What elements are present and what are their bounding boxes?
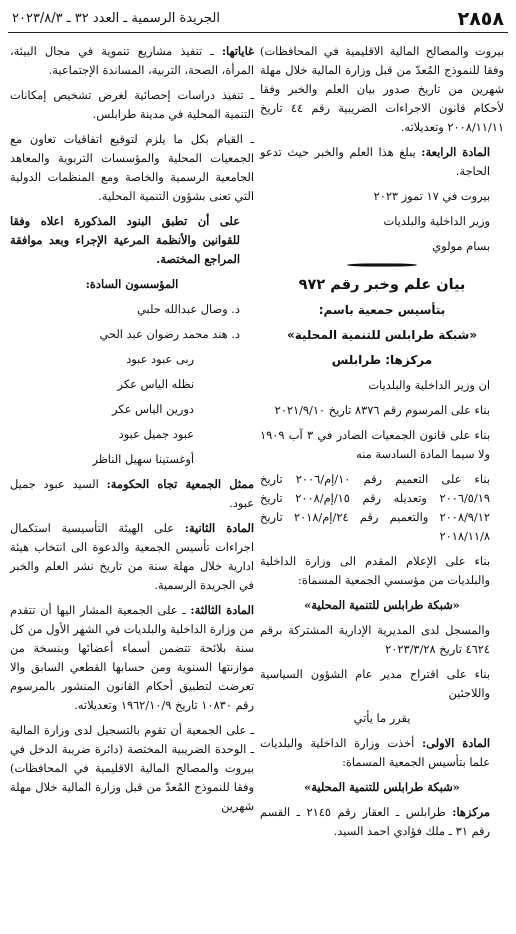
paragraph: بيروت والمصالح المالية الاقليمية في المحافظات) وفقا للنموذج المُعدّ من قبل وزارة المالية خلال مهلة شهرين من تاريخ صدور بيان العلم والخبر وفقا لأحكام قانون الاجراءات الضريبية رقم ٤٤ تاريخ ٢٠٠٨/١١/١١ وتعديلاته. [260,44,504,134]
decides: يقرر ما يأتي [353,711,411,725]
government-representative: ممثل الجمعية تجاه الحكومة: السيد عبود جميل عبود. [10,477,254,510]
founders-label: المؤسسون السادة: [85,277,179,291]
founder-item: دورين الياس عكر [112,402,194,416]
signer-name: بسام مولوي [432,239,490,253]
basis-3: بناء على التعميم رقم ١٠/إم/٢٠٠٦ تاريخ ٢٠٠٦/٥/١٩ وتعديله رقم ١٥/إم/٢٠٠٨ تاريخ ٢٠٠٨/٩/١٢ والتعميم رقم ٢٤/إم/٢٠١٨ تاريخ ٢٠١٨/١١/٨ [260,472,491,543]
goals-2: ـ تنفيذ دراسات إحصائية لغرض تشخيص إمكانات التنمية المحلية في مدينة طرابلس. [10,88,254,121]
founder-item: ربى عبود عبود [126,352,194,366]
association-hq: مركزها: طرابلس [331,353,433,367]
condition: على أن تطبق البنود المذكورة اعلاه وفقا للقوانين والأنظمة المرعية الإجراء وبعد موافقة المراجع المختصة. [10,214,240,266]
document-subtitle: بتأسيس جمعية باسم: [318,303,446,317]
tax-registration: ـ على الجمعية أن تقوم بالتسجيل لدى وزارة المالية ـ الوحدة الضريبية المختصة (دائرة ضريبة الدخل في بيروت والمصالح المالية الاقليمية في المحافظات) وفقا للنموذج المُعدّ من قبل وزارة المالية خلال مهلة شهرين [10,723,254,813]
gazette-issue-title: الجريدة الرسمية ـ العدد ٣٢ ـ ٢٠٢٣/٨/٣ [12,11,220,26]
proposal: بناء على اقتراح مدير عام الشؤون السياسية واللاجئين [260,667,490,700]
page-header [8,8,508,33]
founder-item: نظله الياس عكر [117,377,194,391]
association-name: «شبكة طرابلس للتنمية المحلية» [286,328,478,342]
founder-item: أوغستينا سهيل الناظر [92,452,194,466]
goals-3: ـ القيام بكل ما يلزم لتوقيع اتفاقيات تعاون مع الجمعيات المحلية والمؤسسات التربوية والمعاهد الجامعية الرسمية والخاصة ومع المنظمات الدولية التي تعنى بشؤون التنمية المحلية. [10,132,254,203]
basis-1: بناء على المرسوم رقم ٨٣٧٦ تاريخ ٢٠٢١/٩/١٠ [274,403,490,417]
intro: ان وزير الداخلية والبلديات [368,378,490,392]
registration: والمسجل لدى المديرية الإدارية المشتركة برقم ٤٦٢٤ تاريخ ٢٠٢٣/٣/٢٨ [260,623,490,656]
article-2: المادة الثانية: على الهيئة التأسيسية استكمال اجراءات تأسيس الجمعية والدعوة الى انتخاب هيئة ادارية خلال مهلة سنة من تاريخ نشر العلم والخبر في الجريدة الرسمية. [10,521,254,592]
article-3: المادة الثالثة: ـ على الجمعية المشار اليها أن تتقدم من وزارة الداخلية والبلديات في الشهر الأول من كل سنة بلائحة تتضمن أسماء أعضائها وبنسخة من موازنتها السنوية ومن حسابها القطعي السابق والا تعرضت لتطبيق أحكام القانون المنشور بالمرسوم رقم ١٠٨٣٠ تاريخ ١٩٦٢/١٠/٩ وتعديلاته. [10,603,254,712]
founder-item: عبود جميل عبود [118,427,194,441]
page-number: ٢٨٥٨ [457,8,504,30]
basis-4: بناء على الإعلام المقدم الى وزارة الداخلية والبلديات من مؤسسي الجمعية المسماة: [260,554,490,587]
basis-2: بناء على قانون الجمعيات الصادر في ٣ آب ١٩٠٩ ولا سيما المادة السادسة منه [260,428,490,461]
headquarters: مركزها: طرابلس ـ العقار رقم ٢١٤٥ ـ القسم رقم ٣١ ـ ملك فؤادي احمد السيد. [260,805,491,838]
founder-item: د. هند محمد رضوان عبد الحي [99,327,240,341]
article-1: المادة الاولى: أخذت وزارة الداخلية والبلديات علما بتأسيس الجمعية المسماة: [260,736,490,769]
association-name-quote-2: «شبكة طرابلس للتنمية المحلية» [304,780,460,794]
right-column [260,42,504,847]
article-4: المادة الرابعة: يبلغ هذا العلم والخبر حيث تدعو الحاجة. [260,145,490,178]
place-date: بيروت في ١٧ تموز ٢٠٢٣ [373,189,490,203]
separator-ornament [347,263,417,267]
document-title: بيان علم وخبر رقم ٩٧٢ [298,277,466,293]
minister-title: وزير الداخلية والبلديات [383,214,490,228]
association-name-quote: «شبكة طرابلس للتنمية المحلية» [304,598,460,612]
goals-1: غاياتها: ـ تنفيذ مشاريع تنموية في مجال البيئة، المرأة، الصحة، التربية، المساندة الإجتماعية. [10,44,254,77]
founder-item: د. وصال عبدالله حلبي [137,302,240,316]
left-column [10,42,254,822]
